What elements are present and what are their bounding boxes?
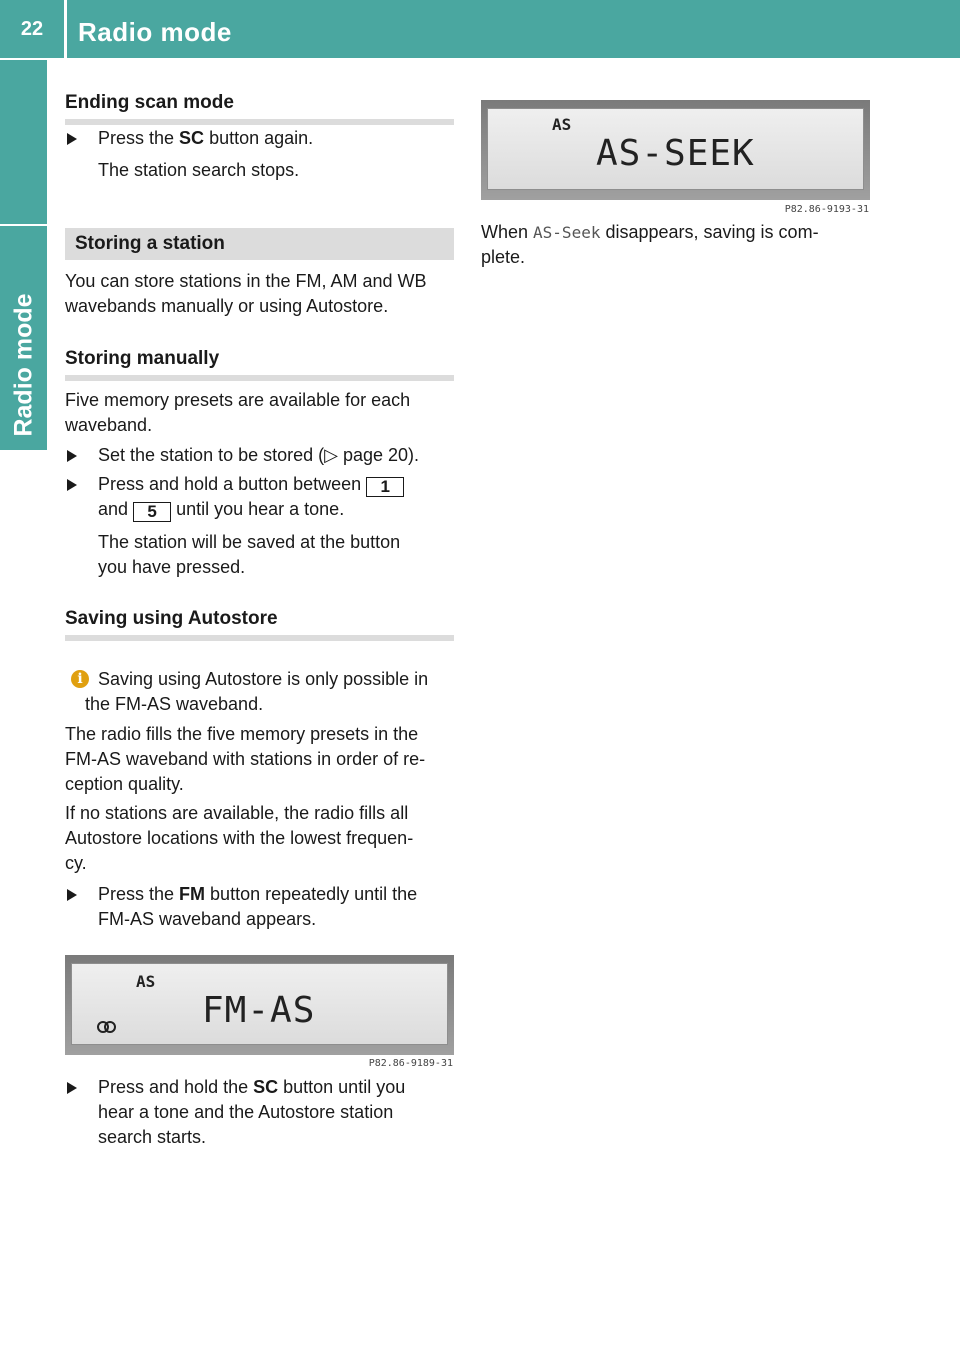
arrow-right-icon [67,133,77,145]
key-sc: SC [179,128,205,148]
header-divider [64,0,67,58]
as-seek-text: When AS-Seek disappears, saving is com- plete. [481,222,819,267]
display-screen [487,108,864,190]
display-main-text: FM-AS [202,990,316,1031]
display-small-text: AS [136,972,156,991]
heading-autostore: Saving using Autostore [65,608,278,629]
preset-key-1: 1 [366,477,404,497]
radio-display-fm-as [65,955,454,1055]
side-tab-label: Radio mode [9,293,38,437]
preset-key-5: 5 [133,502,171,522]
autostore-para-1: The radio fills the five memory presets in the FM-AS waveband with stations in order of re- ception quality. [65,724,426,794]
header-title: Radio mode [78,17,232,47]
key-fm: FM [179,884,206,904]
autostore-para-2: If no stations are available, the radio fills all Autostore locations with the lowest frequen- cy. [65,803,414,873]
display-main-text: AS-SEEK [596,133,755,174]
page-number: 22 [20,17,44,40]
info-icon: i [71,670,89,688]
stereo-icon [96,1020,118,1034]
arrow-right-icon [67,479,77,491]
image-caption: P82.86-9193-31 [784,204,869,215]
image-caption: P82.86-9189-31 [368,1058,453,1069]
result-text: The station search stops. [98,160,300,180]
heading-rule [65,375,454,381]
heading-ending-scan: Ending scan mode [65,92,234,113]
display-small-text: AS [552,115,572,134]
step-press-sc: Press the SC button again. [98,128,314,148]
arrow-right-icon [67,889,77,901]
manual-result: The station will be saved at the button you have pressed. [98,532,401,577]
arrow-right-icon [67,1082,77,1094]
step-press-hold: Press and hold a button between 1 and 5 until you hear a tone. [98,472,455,522]
heading-rule [65,119,454,125]
page-header [0,0,960,58]
heading-storing-manually: Storing manually [65,348,220,369]
storing-intro: You can store stations in the FM, AM and WB wavebands manually or using Autostore. [65,271,427,316]
manual-intro: Five memory presets are available for each waveband. [65,390,411,435]
step-press-hold-sc: Press and hold the SC button until you hear a tone and the Autostore station search starts. [98,1077,406,1147]
side-tab-top [0,60,47,224]
arrow-right-icon [67,450,77,462]
radio-display-as-seek [481,100,870,200]
heading-storing-station: Storing a station [65,228,454,260]
step-set-station: Set the station to be stored (▷ page 20). [98,445,420,465]
info-note: Saving using Autostore is only possible in the FM-AS waveband. [85,669,429,714]
key-sc: SC [253,1077,279,1097]
as-seek-label: AS-Seek [533,223,601,242]
display-screen [71,963,448,1045]
step-press-fm: Press the FM button repeatedly until the FM-AS waveband appears. [98,884,418,929]
heading-rule [65,635,454,641]
